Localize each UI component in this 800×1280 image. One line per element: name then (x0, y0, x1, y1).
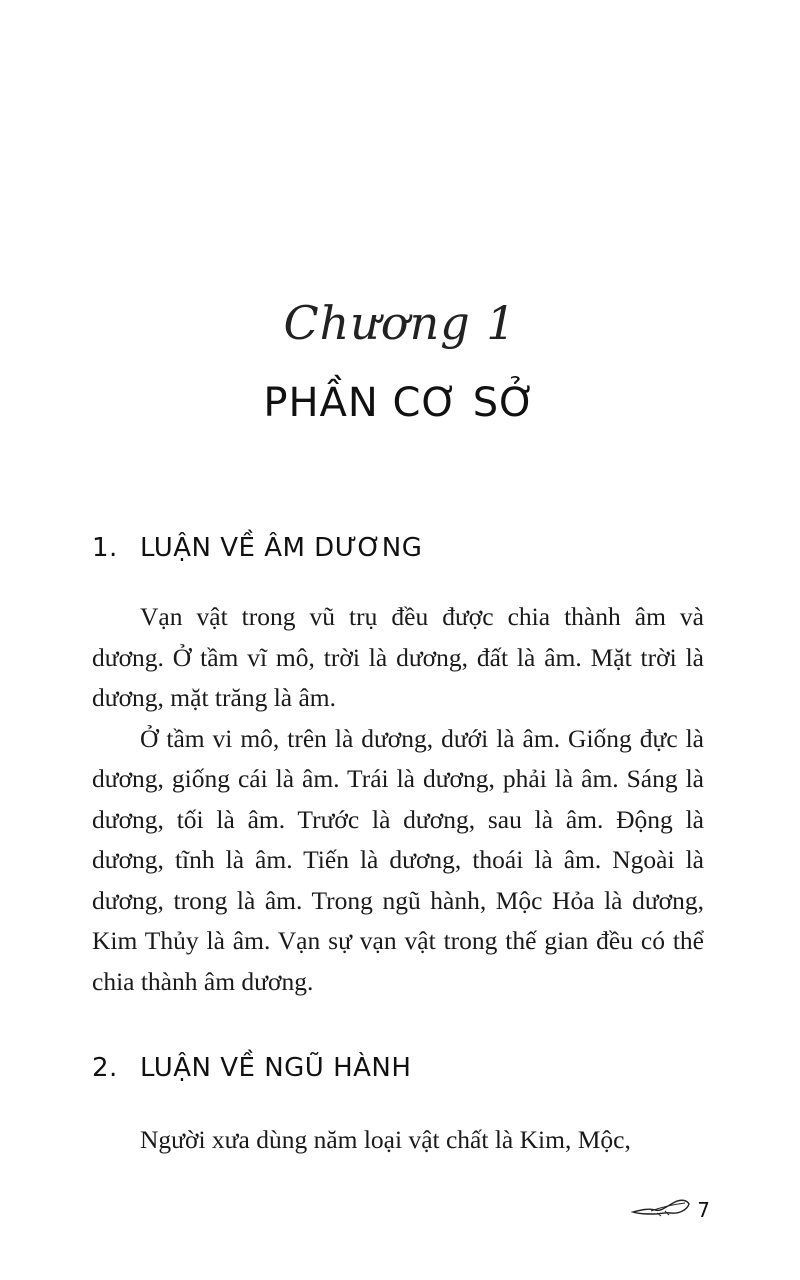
section-body-2 (92, 1120, 704, 1161)
section-body-1 (92, 597, 704, 1002)
page-footer (631, 1196, 710, 1223)
section-title: LUẬN VỀ NGŨ HÀNH (140, 1053, 412, 1083)
chapter-title: PHẦN CƠ SỞ (263, 380, 537, 426)
section-heading-1 (92, 533, 422, 563)
paragraph: Vạn vật trong vũ trụ đều được chia thành âm và dương. Ở tầm vĩ mô, trời là dương, đất là âm. Mặt trời là dương, mặt trăng là âm. (92, 602, 704, 712)
section-number: 1. (92, 533, 118, 563)
paragraph: Ở tầm vi mô, trên là dương, dưới là âm. Giống đực là dương, giống cái là âm. Trái là dương, phải là âm. Sáng là dương, tối là âm. Trước là dương, sau là âm. Động là dương, tĩnh là âm. Tiến là dương, thoái là âm. Ngoài là dương, trong là âm. Trong ngũ hành, Mộc Hỏa là dương, Kim Thủy là âm. Vạn sự vạn vật trong thế gian đều có thể chia thành âm dương. (92, 723, 704, 996)
section-number: 2. (92, 1053, 118, 1083)
page-number: 7 (697, 1197, 710, 1222)
paragraph: Người xưa dùng năm loại vật chất là Kim, Mộc, (140, 1125, 631, 1154)
chapter-label: Chương 1 (283, 296, 517, 350)
section-title: LUẬN VỀ ÂM DƯƠNG (140, 533, 423, 563)
leaf-ornament-icon (631, 1196, 691, 1223)
section-heading-2 (92, 1053, 411, 1083)
